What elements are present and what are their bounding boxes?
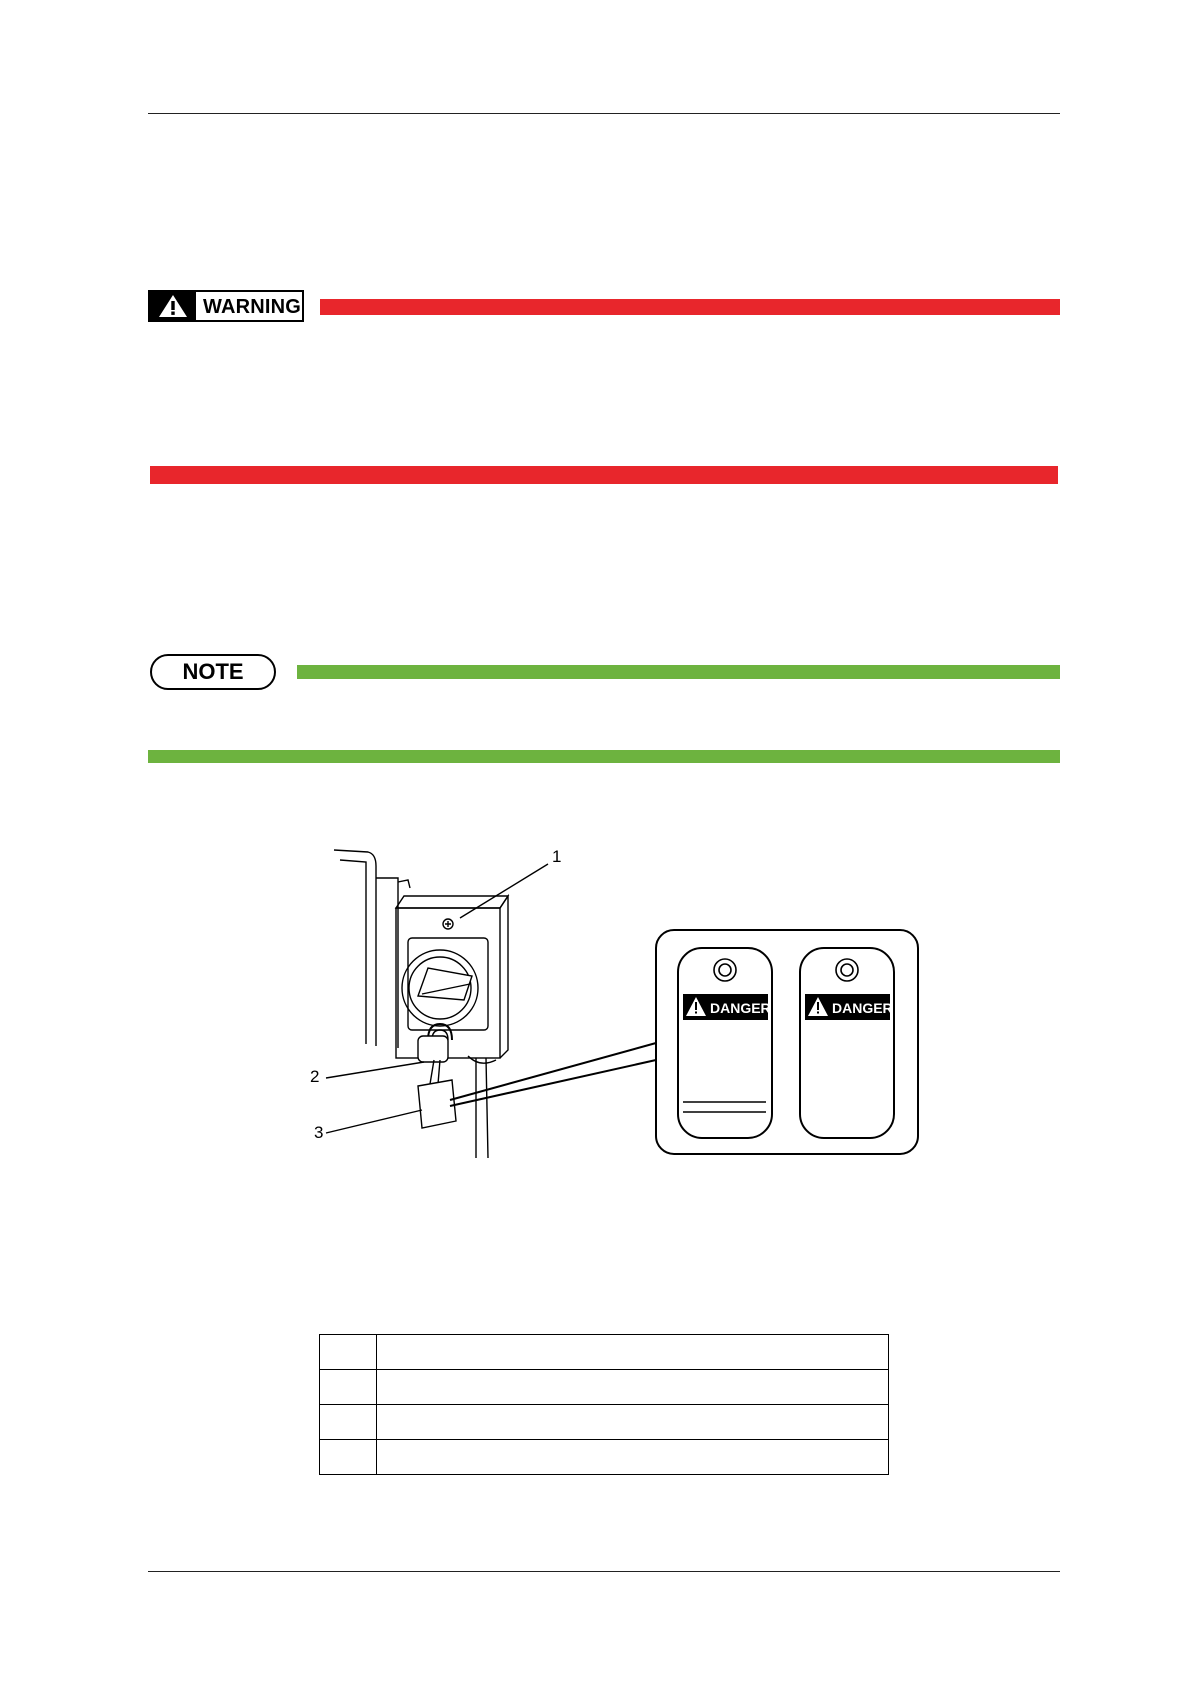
table-row [320, 1405, 889, 1440]
legend-num-cell [320, 1370, 377, 1405]
warning-label: WARNING [203, 296, 302, 318]
legend-text-cell [377, 1405, 889, 1440]
danger-label-right [805, 994, 893, 1020]
warning-badge [148, 290, 304, 322]
padlock [418, 1036, 448, 1062]
danger-text-left: DANGER [710, 1000, 771, 1016]
note-badge: NOTE [150, 654, 276, 690]
danger-tag [418, 1080, 456, 1128]
legend-text-cell [377, 1370, 889, 1405]
warning-bottom-bar [150, 466, 1058, 484]
legend-num-cell [320, 1405, 377, 1440]
legend-table [319, 1334, 889, 1475]
warning-triangle-icon [150, 292, 196, 320]
switch-box-top [396, 896, 508, 908]
legend-num-cell [320, 1335, 377, 1370]
note-bottom-bar [148, 750, 1060, 763]
legend-text-cell [377, 1440, 889, 1475]
legend-num-cell [320, 1440, 377, 1475]
legend-text-cell [377, 1335, 889, 1370]
callout-number-2: 2 [310, 1067, 320, 1086]
lockout-figure [300, 838, 940, 1168]
callout-number-3: 3 [314, 1123, 324, 1142]
machine-frame-outline [334, 850, 376, 1046]
table-row [320, 1370, 889, 1405]
tag-inset-panel [656, 930, 918, 1154]
header-rule [148, 113, 1060, 114]
table-row [320, 1335, 889, 1370]
callout-line-2 [326, 1062, 424, 1078]
callout-line-3 [326, 1110, 422, 1133]
danger-text-right: DANGER [832, 1000, 893, 1016]
callout-line-1 [460, 864, 548, 918]
note-top-bar [297, 665, 1060, 679]
callout-number-1: 1 [552, 847, 562, 866]
danger-label-left [683, 994, 771, 1020]
table-row [320, 1440, 889, 1475]
warning-top-bar [320, 299, 1060, 315]
footer-rule [148, 1571, 1060, 1572]
